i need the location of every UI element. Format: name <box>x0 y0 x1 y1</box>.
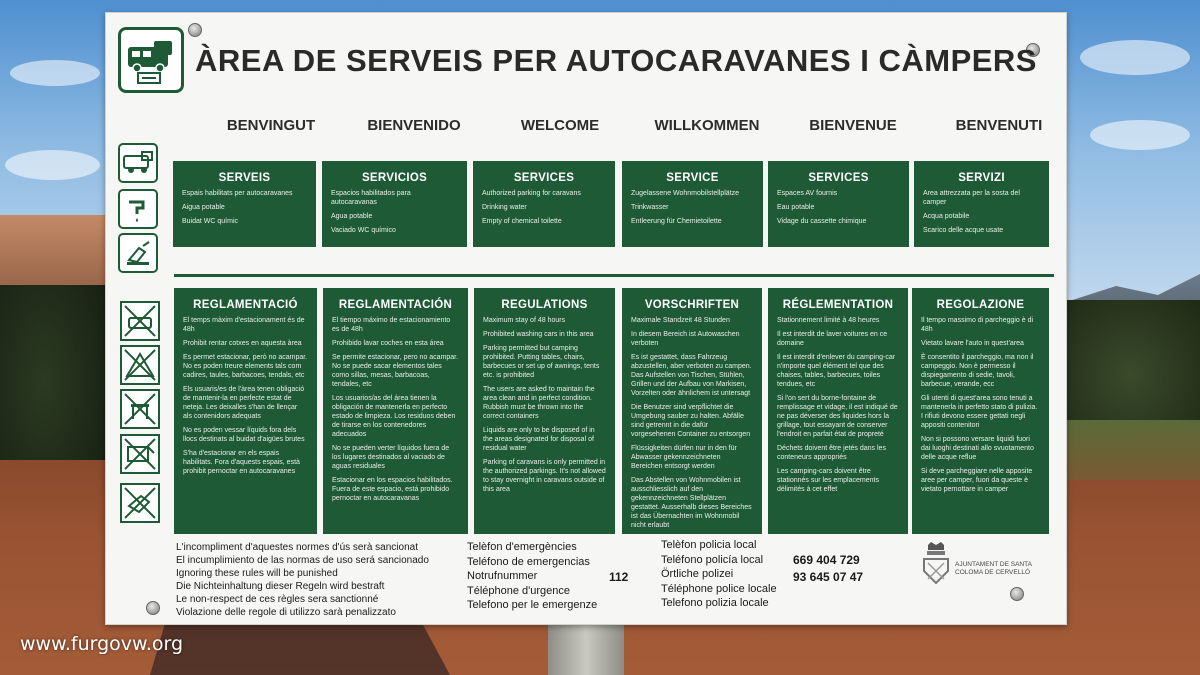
screw <box>146 601 160 615</box>
regulation-line: Il est interdit de laver voitures en ce domaine <box>777 331 888 347</box>
service-line: Acqua potabile <box>923 213 970 220</box>
regulation-line: Estacionar en los espacios habilitados. Fuera de este espacio, está prohibido pernoctar en autocaravanas <box>332 477 453 502</box>
service-area-sign <box>105 12 1067 625</box>
welcome-english: WELCOME <box>520 117 600 134</box>
services-title: SERVICES <box>808 172 869 184</box>
service-line: Buidat WC químic <box>182 218 239 225</box>
police-label: Telefono polizia locale <box>661 597 769 609</box>
service-line: Espacios habilitados para autocaravanas <box>331 190 411 206</box>
services-box-italian <box>914 161 1049 247</box>
cloud <box>1090 120 1190 150</box>
chemical-toilet-dump-icon <box>118 233 158 273</box>
services-box-catalan <box>173 161 316 247</box>
council-name: AJUNTAMENT DE SANTA COLOMA DE CERVELLÓ <box>955 561 1032 576</box>
service-line: Vaciado WC químico <box>331 227 396 234</box>
regulation-line: Stationnement limité à 48 heures <box>777 317 880 324</box>
emergency-label: Teléfono de emergencias <box>467 555 590 568</box>
regulation-line: Déchets doivent être jetés dans les conteneurs appropriés <box>777 445 886 461</box>
penalty-notice <box>176 541 429 619</box>
service-line: Agua potable <box>331 213 373 220</box>
regulation-line: Los usuarios/as del área tienen la obligación de mantenerla en perfecto estado de limpieza. Los residuos deben de tirarse en los contenedores adecuados <box>332 395 456 438</box>
regulation-line: Prohibit rentar cotxes en aquesta àrea <box>183 340 302 347</box>
welcome-catalan: BENVINGUT <box>226 117 316 134</box>
regulation-line: Liquids are only to be disposed of in the areas designated for disposal of residual water <box>483 427 595 452</box>
regulation-line: Non si possono versare liquidi fuori dai luoghi destinati allo svuotamento delle acque reflue <box>921 436 1034 461</box>
emergency-label: Notrufnummer <box>467 570 538 582</box>
service-line: Espais habilitats per autocaravanes <box>182 190 293 197</box>
no-awning-icon <box>120 434 160 474</box>
regulations-box-french <box>768 288 908 534</box>
service-line: Empty of chemical toilette <box>482 218 562 225</box>
regulations-title: REGULATIONS <box>501 299 588 311</box>
penalty-line: El incumplimiento de las normas de uso será sancionado <box>176 555 429 566</box>
emergency-label: Telefono per le emergenze <box>467 599 598 611</box>
regulation-line: È consentito il parcheggio, ma non il campeggio. Non è permesso il dispiegamento di sedie, tavoli, barbecue, verande, ecc <box>921 354 1034 388</box>
regulations-box-german <box>622 288 762 534</box>
police-number: 93 645 07 47 <box>793 570 864 584</box>
welcome-row <box>196 117 1056 137</box>
regulation-line: Se permite estacionar, pero no acampar. No se puede sacar elementos tales como sillas, mesas, barbacoas, tendales, etc <box>332 354 459 388</box>
police-label: Teléfono policía local <box>661 553 764 566</box>
council-crest-icon <box>921 541 951 587</box>
water-tap-icon <box>118 189 158 229</box>
grass-patch <box>1060 420 1200 480</box>
no-car-washing-icon <box>120 301 160 341</box>
sign-post <box>548 622 624 675</box>
regulations-title: RÉGLEMENTATION <box>782 299 894 311</box>
regulation-line: Es ist gestattet, dass Fahrzeug abzustellen, aber verboten zu campen. Das Aufstellen von Tischen, Stühlen, Grillen und der Aufbau von Markisen, Vorzelten oder ähnlichem ist untersagt <box>631 354 752 397</box>
police-label: Téléphone police locale <box>661 582 777 595</box>
regulations-title: REGLAMENTACIÓ <box>193 299 298 311</box>
regulation-line: Il tempo massimo di parcheggio è di 48h <box>921 317 1034 333</box>
regulation-line: In diesem Bereich ist Autowaschen verboten <box>631 331 740 347</box>
services-title: SERVIZI <box>958 172 1005 184</box>
screw <box>188 23 202 37</box>
no-camping-icon <box>120 345 160 385</box>
regulation-line: No se pueden verter líquidos fuera de los lugares destinados al vaciado de aguas residuales <box>332 445 450 470</box>
services-box-german <box>622 161 763 247</box>
services-title: SERVICES <box>513 172 575 184</box>
regulations-box-spanish <box>323 288 468 534</box>
section-divider <box>174 274 1054 277</box>
site-watermark: www.furgovw.org <box>20 633 184 655</box>
regulation-line: Les camping-cars doivent être stationnés sur les emplacements délimités à cet effet <box>777 468 879 493</box>
emergency-label: Telèfon d'emergències <box>467 541 577 553</box>
regulation-line: Si deve parcheggiare nelle apposite aree per camper, fuori da queste è vietato pernottare in camper <box>921 468 1033 493</box>
services-box-english <box>473 161 615 247</box>
camper-parking-icon <box>118 143 158 183</box>
regulation-line: The users are asked to maintain the area clean and in perfect condition. Rubbish must be thrown into the correct containers <box>483 386 595 420</box>
service-line: Vidage du cassette chimique <box>777 218 867 225</box>
regulation-line: Parking of caravans is only permitted in the authorized parkings. It's not allowed to stay overnight in caravans outside of this area <box>483 459 606 493</box>
regulation-line: Il est interdit d'enlever du camping-car n'importe quel élément tel que des chaises, tables, barbecues, toiles tendues, etc <box>777 354 896 388</box>
regulation-line: Prohibido lavar coches en esta área <box>332 340 444 347</box>
regulation-line: Parking permitted but camping prohibited. Putting tables, chairs, barbecues or set up of awnings, tents etc. is prohibited <box>483 345 600 379</box>
council-logo <box>921 541 1061 601</box>
regulations-box-italian <box>912 288 1049 534</box>
regulation-line: Das Abstellen von Wohnmobilen ist ausschliesslich auf den gekennzeichneten Stellplätzen gestattet. Ausserhalb dieses Bereiches ist das Übernachten im Wohnmobil nicht erlaubt <box>631 477 752 529</box>
penalty-line: Violazione delle regole di utilizzo sarà penalizzato <box>176 607 396 618</box>
no-furniture-icon <box>120 389 160 429</box>
penalty-line: Ignoring these rules will be punished <box>176 568 338 579</box>
police-label: Örtliche polizei <box>661 568 734 580</box>
regulation-line: El temps màxim d'estacionament és de 48h <box>183 317 305 333</box>
cloud <box>1080 40 1190 75</box>
regulation-line: Es permet estacionar, però no acampar. No es poden treure elements tals com cadires, taules, barbacoes, tendals, etc <box>183 354 308 379</box>
service-line: Scarico delle acque usate <box>923 227 1004 234</box>
regulation-line: Els usuaris/es de l'àrea tenen obligació de mantenir-la en perfecte estat de neteja. Les deixalles s'han de llençar als contenidors adequats <box>183 386 305 420</box>
cloud <box>10 60 100 86</box>
service-line: Authorized parking for caravans <box>482 190 581 197</box>
services-box-french <box>768 161 909 247</box>
service-line: Trinkwasser <box>631 204 669 211</box>
regulations-title: VORSCHRIFTEN <box>644 299 740 311</box>
service-line: Zugelassene Wohnmobilstellplätze <box>631 190 740 197</box>
regulation-line: Flüssigkeiten dürfen nur in den für Abwasser gekennzeichneten Bereichen entsorgt werden <box>631 445 737 470</box>
regulation-line: Die Benutzer sind verpflichtet die Umgebung sauber zu halten. Abfälle sind getrennt in die dafür vorgesehenen Container zu entsorgen <box>631 404 751 438</box>
emergency-phone-labels <box>467 540 597 613</box>
welcome-spanish: BIENVENIDO <box>367 117 461 134</box>
police-number: 669 404 729 <box>793 553 860 567</box>
service-line: Espaces AV fournis <box>777 190 838 197</box>
cloud <box>5 150 100 180</box>
regulation-line: El tiempo máximo de estacionamiento es de 48h <box>332 317 451 333</box>
welcome-german: WILLKOMMEN <box>654 117 760 134</box>
regulation-line: Prohibited washing cars in this area <box>483 331 594 338</box>
regulation-line: Gli utenti di quest'area sono tenuti a mantenerla in perfetto stato di pulizia. I rifiuti devono essere gettati negli appositi contenitori <box>921 395 1038 429</box>
police-label: Telèfon policia local <box>661 539 757 551</box>
regulation-line: S'ha d'estacionar en els espais habilitats. Fora d'aquests espais, està prohibit pernoctar en autocaravanes <box>183 450 300 475</box>
penalty-line: L'incompliment d'aquestes normes d'ús serà sancionat <box>176 542 418 553</box>
service-line: Entleerung für Chemietoilette <box>631 218 722 225</box>
services-title: SERVEIS <box>218 172 271 184</box>
emergency-number: 112 <box>609 570 629 584</box>
service-line: Aigua potable <box>182 204 225 211</box>
regulation-line: Maximum stay of 48 hours <box>483 317 566 324</box>
service-line: Area attrezzata per la sosta del camper <box>923 190 1020 206</box>
no-liquid-dumping-icon <box>120 483 160 523</box>
regulations-box-catalan <box>174 288 317 534</box>
services-box-spanish <box>322 161 467 247</box>
regulation-line: Maximale Standzeit 48 Stunden <box>631 317 730 324</box>
penalty-line: Le non-respect de ces règles sera sanctionné <box>176 594 379 605</box>
regulations-title: REGLAMENTACIÓN <box>338 299 453 311</box>
regulations-title: REGOLAZIONE <box>936 299 1025 311</box>
services-title: SERVICE <box>666 172 719 184</box>
penalty-line: Die Nichteinhaltung dieser Regeln wird bestraft <box>176 581 385 592</box>
regulation-line: Vietato lavare l'auto in quest'area <box>921 340 1024 347</box>
services-title: SERVICIOS <box>361 172 428 184</box>
camper-van-logo-icon <box>118 27 184 93</box>
service-line: Eau potable <box>777 204 815 211</box>
emergency-label: Téléphone d'urgence <box>467 584 571 597</box>
regulation-line: No es poden vessar líquids fora dels llocs destinats al buidat d'aigües brutes <box>183 427 305 443</box>
welcome-french: BIENVENUE <box>809 117 897 134</box>
sign-title: ÀREA DE SERVEIS PER AUTOCARAVANES I CÀMPERS <box>195 43 1037 78</box>
regulations-box-english <box>474 288 615 534</box>
police-phone-labels <box>661 538 777 611</box>
regulation-line: Si l'on sert du borne-fontaine de remplissage et vidage, il est indiqué de ne pas déverser des liquides hors la grillage, tout essayant de conserver l'endroit en parfait état de propreté <box>777 395 898 438</box>
welcome-italian: BENVENUTI <box>955 117 1043 134</box>
service-line: Drinking water <box>482 204 527 211</box>
